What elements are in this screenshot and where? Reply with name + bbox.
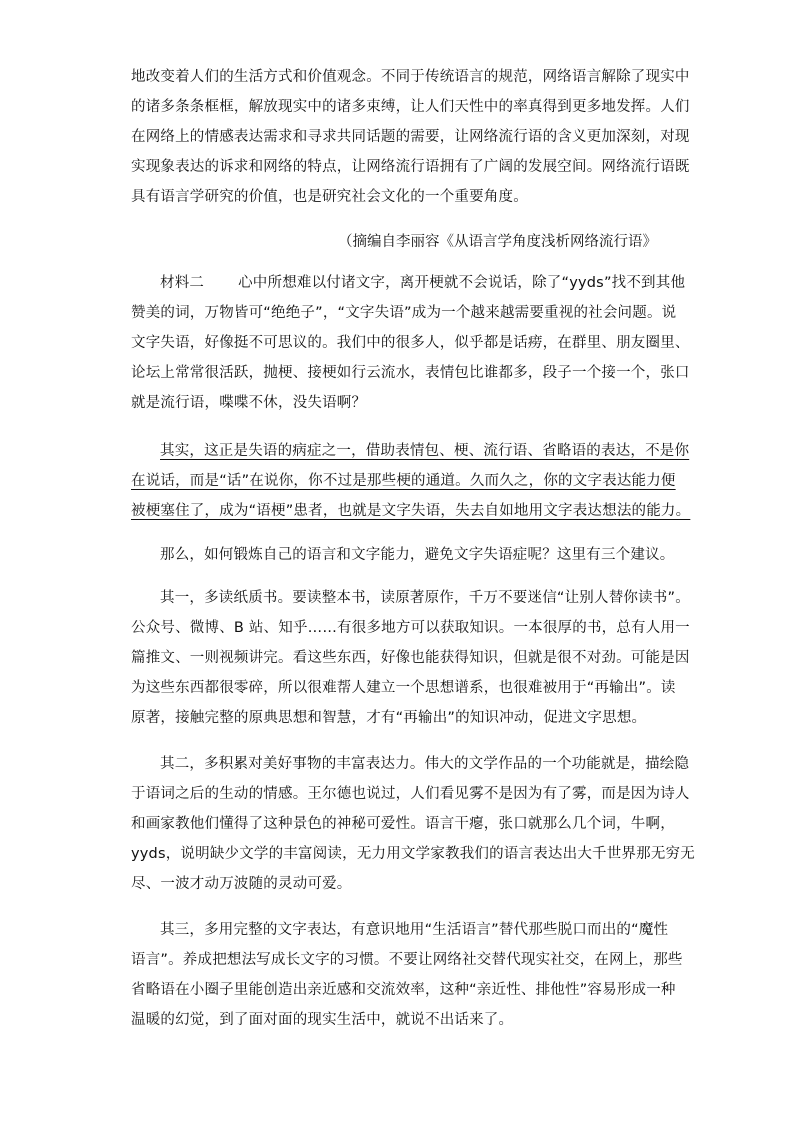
suggestion-2-paragraph: [131, 749, 695, 899]
text-line: 公众号、微博、B 站、知乎……有很多地方可以获取知识。一本很厚的书，总有人用一: [131, 620, 690, 636]
text-line: 地改变着人们的生活方式和价值观念。不同于传统语言的规范，网络语言解除了现实中: [131, 69, 690, 85]
text-line: 文字失语，好像挺不可思议的。我们中的很多人，似乎都是话痨，在群里、朋友圈里、: [131, 335, 690, 351]
suggestion-3-paragraph: [131, 915, 683, 1035]
text-line: 其一，多读纸质书。要读整本书，读原著原作，千万不要迷信“让别人替你读书”。: [160, 590, 690, 606]
underlined-line: 被梗塞住了，成为“语梗”患者，也就是文字失语，失去自如地用文字表达想法的能力。: [131, 503, 691, 519]
passage-1: [131, 62, 690, 212]
material-label: 材料二: [160, 275, 205, 291]
suggestion-1-paragraph: [131, 583, 690, 733]
text-line: [131, 268, 686, 298]
text-line: 在网络上的情感表达需求和寻求共同话题的需要，让网络流行语的含义更加深刻，对现: [131, 129, 690, 145]
text-line: 于语词之后的生动的情感。王尔德也说过，人们看见雾不是因为有了雾，而是因为诗人: [131, 786, 690, 802]
text-line: 赞美的词，万物皆可“绝绝子”，“文字失语”成为一个越来越需要重视的社会问题。说: [131, 305, 677, 321]
source-citation: （摘编自李丽容《从语言学角度浅析网络流行语》: [338, 234, 657, 250]
text-line: 温暖的幻觉，到了面对面的现实生活中，就说不出话来了。: [131, 1012, 514, 1028]
text-line: 省略语在小圈子里能创造出亲近感和交流效率，这种“亲近性、排他性”容易形成一种: [131, 982, 676, 998]
text-line: 那么，如何锻炼自己的语言和文字能力，避免文字失语症呢？这里有三个建议。: [160, 547, 675, 563]
material-2-paragraph: [131, 268, 690, 418]
underlined-line: 在说话，而是“话”在说你，你不过是那些梗的通道。久而久之，你的文字表达能力便: [131, 473, 676, 489]
underlined-line: 其实，这正是失语的病症之一，借助表情包、梗、流行语、省略语的表达，不是你: [160, 443, 690, 459]
underlined-paragraph: [131, 436, 691, 526]
text-line: 原著，接触完整的原典思想和智慧，才有“再输出”的知识冲动，促进文字思想。: [131, 710, 647, 726]
transition-paragraph: [131, 540, 675, 570]
text-line: 就是流行语，喋喋不休，没失语啊？: [131, 395, 367, 411]
text-line: yyds，说明缺少文学的丰富阅读，无力用文学家教我们的语言表达出大千世界那无穷无: [131, 846, 695, 862]
text-line: 和画家教他们懂得了这种景色的神秘可爱性。语言干瘪，张口就那么几个词，牛啊，: [131, 816, 675, 832]
text-line: 其三，多用完整的文字表达，有意识地用“生活语言”替代那些脱口而出的“魔性: [160, 922, 669, 938]
text-line: 为这些东西都很零碎，所以很难帮人建立一个思想谱系，也很难被用于“再输出”。读: [131, 680, 676, 696]
text-line: 实现象表达的诉求和网络的特点，让网络流行语拥有了广阔的发展空间。网络流行语既: [131, 159, 690, 175]
text-line: 语言”。养成把想法写成长文字的习惯。不要让网络社交替代现实社交，在网上，那些: [131, 952, 683, 968]
text-line: 具有语言学研究的价值，也是研究社会文化的一个重要角度。: [131, 189, 528, 205]
text-line: 尽、一波才动万波随的灵动可爱。: [131, 876, 352, 892]
material-first-line: 心中所想难以付诸文字，离开梗就不会说话，除了“yyds”找不到其他: [238, 275, 686, 291]
text-line: 其二，多积累对美好事物的丰富表达力。伟大的文学作品的一个功能就是，描绘隐: [160, 756, 690, 772]
text-line: 篇推文、一则视频讲完。看这些东西，好像也能获得知识，但就是很不对劲。可能是因: [131, 650, 690, 666]
text-line: 的诸多条条框框，解放现实中的诸多束缚，让人们天性中的率真得到更多地发挥。人们: [131, 99, 690, 115]
text-line: 论坛上常常很活跃，抛梗、接梗如行云流水，表情包比谁都多，段子一个接一个，张口: [131, 365, 690, 381]
